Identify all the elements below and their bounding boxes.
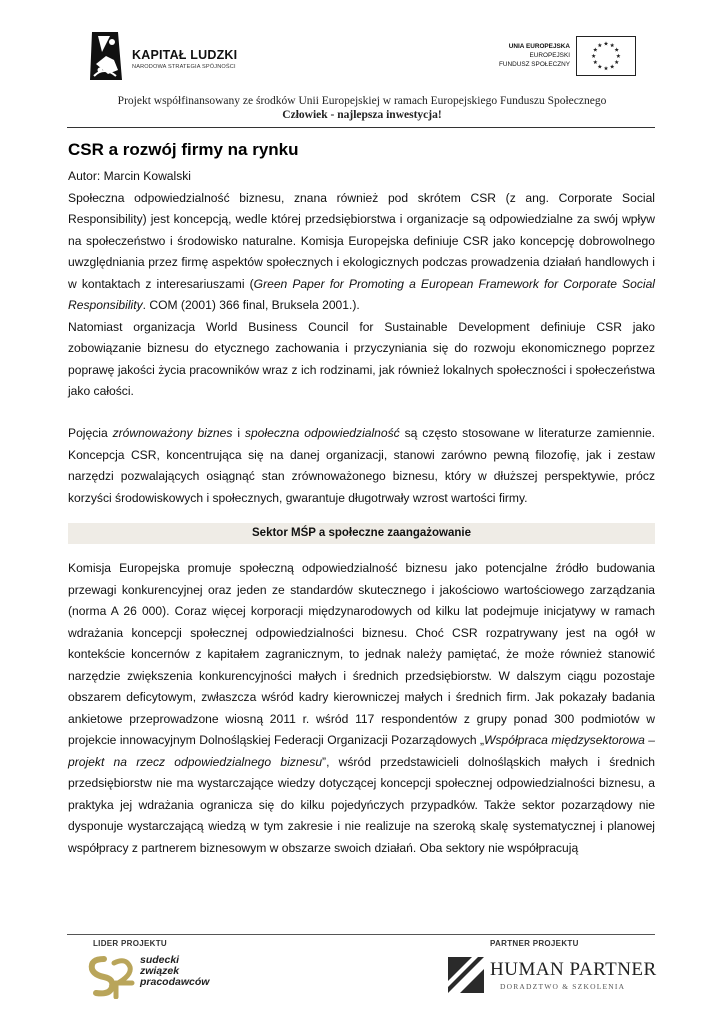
paragraph-3-italic-2: społeczna odpowiedzialność [244, 426, 400, 440]
ssp-line-2: związek [140, 965, 180, 977]
leader-label: LIDER PROJEKTU [93, 939, 167, 948]
kapital-ludzki-subtitle: NARODOWA STRATEGIA SPÓJNOŚCI [132, 64, 236, 70]
eu-star-icon [615, 48, 619, 52]
s2p-mark-icon [86, 953, 136, 999]
paragraph-4 [68, 558, 655, 859]
sudecki-zwiazek-logo [86, 953, 236, 1001]
page-header [0, 0, 724, 130]
project-slogan: Człowiek - najlepsza inwestycja! [282, 109, 442, 121]
eu-star-icon [615, 60, 619, 64]
eu-star-icon [593, 60, 597, 64]
partner-label: PARTNER PROJEKTU [490, 939, 579, 948]
paragraph-3-text-c: są często stosowane w literaturze zamiennie. Koncepcja CSR, koncentrująca się na danej organizacji, stanowi zarówno pewną filozofię, jak i zestaw narzędzi pozwalających osiągnąć stan zrównoważonego biznesu, który w dłuższej perspektywie, prócz korzyści środowiskowych i społecznych, gwarantuje długotrwały wzrost wartości firmy. [68, 426, 655, 505]
eu-line-1: UNIA EUROPEJSKA [508, 43, 570, 50]
paragraph-3-italic-1: zrównoważony biznes [112, 426, 233, 440]
eu-line-3: FUNDUSZ SPOŁECZNY [498, 61, 570, 68]
ssp-line-1: sudecki [140, 954, 180, 966]
kapital-ludzki-logo [88, 30, 248, 82]
human-partner-name: HUMAN PARTNER [490, 959, 657, 980]
article-title: CSR a rozwój firmy na rynku [68, 140, 299, 159]
paragraph-1 [68, 188, 655, 317]
paragraph-1-italic: Green Paper for Promoting a European Framework for Corporate Social Responsibility [68, 276, 655, 312]
eu-line-2: EUROPEJSKI [529, 52, 570, 59]
eu-star-icon [610, 64, 614, 68]
sudecki-zwiazek-text [140, 955, 209, 988]
footer-divider [67, 934, 655, 935]
article [68, 136, 655, 859]
paragraph-gap [68, 403, 655, 424]
eu-star-icon [598, 43, 602, 47]
paragraph-3-text-a: Pojęcia [68, 426, 113, 440]
section-heading: Sektor MŚP a społeczne zaangażowanie [68, 523, 655, 544]
kapital-ludzki-title: KAPITAŁ LUDZKI [132, 48, 238, 62]
ssp-line-3: pracodawców [140, 976, 210, 988]
human-partner-mark-icon [448, 957, 484, 993]
eu-star-icon [591, 54, 595, 58]
eu-star-icon [610, 43, 614, 47]
paragraph-1-text-b: . COM (2001) 366 final, Bruksela 2001.). [142, 298, 360, 312]
paragraph-3 [68, 423, 655, 509]
eu-flag-icon [576, 36, 636, 76]
paragraph-4-italic: Współpraca międzysektorowa – projekt na rzecz odpowiedzialnego biznesu [68, 733, 655, 769]
eu-star-icon [593, 48, 597, 52]
eu-text [499, 42, 570, 69]
paragraph-4-text-a: Komisja Europejska promuje społeczną odpowiedzialność biznesu jako potencjalne źródło budowania przewagi konkurencyjnej oraz jeden ze standardów skutecznego i jakościowo wartościowego zarządzania (norma A 26 000). Coraz więcej korporacji międzynarodowych od kilku lat podejmuje inicjatywy w ramach wdrażania koncepcji społecznej odpowiedzialności biznesu. Choć CSR rozpatrywany jest na ogół w kontekście koncernów z kapitałem zagranicznym, to jednak należy pamiętać, że może również stanowić narzędzie zwiększenia konkurencyjności małych i średnich przedsiębiorstw. W dalszym ciągu pozostaje obszarem deficytowym, zwłaszcza wśród kadry kierowniczej małych i średnich firm. Jak pokazały badania ankietowe przeprowadzone wiosną 2011 r. wśród 117 respondentów z grupy ponad 300 podmiotów w projekcie innowacyjnym Dolnośląskiej Federacji Organizacji Pozarządowych „ [68, 561, 655, 747]
article-author: Autor: Marcin Kowalski [68, 169, 191, 183]
paragraph-4-text-b: ”, wśród przedstawicieli dolnośląskich małych i średnich przedsiębiorstw nie ma wystarczające wiedzy dotyczącej koncepcji społecznej odpowiedzialności biznesu, a praktyka jej wdrażania ogranicza się do kilku pojedyńczych przypadków. Także sektor pozarządowy nie dysponuje wystarczającą wiedzą w tym zakresie i nie realizuje na szeroką skalę systematycznej i planowej współpracy z partnerem biznesowym w obszarze swoich działań. Oba sektory nie współpracują [68, 754, 655, 855]
paragraph-2: Natomiast organizacja World Business Council for Sustainable Development definiuje CSR jako zobowiązanie biznesu do etycznego zachowania i przyczyniania się do rozwoju ekonomicznego poprzez poprawę jakości życia pracowników wraz z ich rodzinami, jak również lokalnych społeczności i społeczeństwa jako całości. [68, 319, 655, 398]
eu-logo [488, 36, 636, 78]
human-partner-subtitle: DORADZTWO & SZKOLENIA [500, 982, 626, 991]
eu-star-icon [604, 41, 608, 45]
eu-star-icon [604, 66, 608, 70]
paragraph-1-text-a: Społeczna odpowiedzialność biznesu, znana również pod skrótem CSR (z ang. Corporate Social Responsibility) jest koncepcją, wedle której przedsiębiorstwa i organizacje są odpowiedzialne za swój wpływ na społeczeństwo i środowisko naturalne. Komisja Europejska definiuje CSR jako koncepcję dobrowolnego uwzględniania przez firmę aspektów społecznych i ekologicznych podczas prowadzenia działań handlowych i w kontaktach z interesariuszami ( [68, 190, 655, 291]
project-cofinancing-line: Projekt współfinansowany ze środków Unii Europejskiej w ramach Europejskiego Funduszu Społecznego [117, 95, 607, 107]
eu-star-icon [598, 64, 602, 68]
eu-star-icon [616, 54, 620, 58]
header-divider [67, 127, 655, 128]
human-partner-logo [448, 957, 657, 995]
kapital-ludzki-mark-icon [88, 30, 128, 82]
paragraph-3-text-b: i [232, 426, 245, 440]
